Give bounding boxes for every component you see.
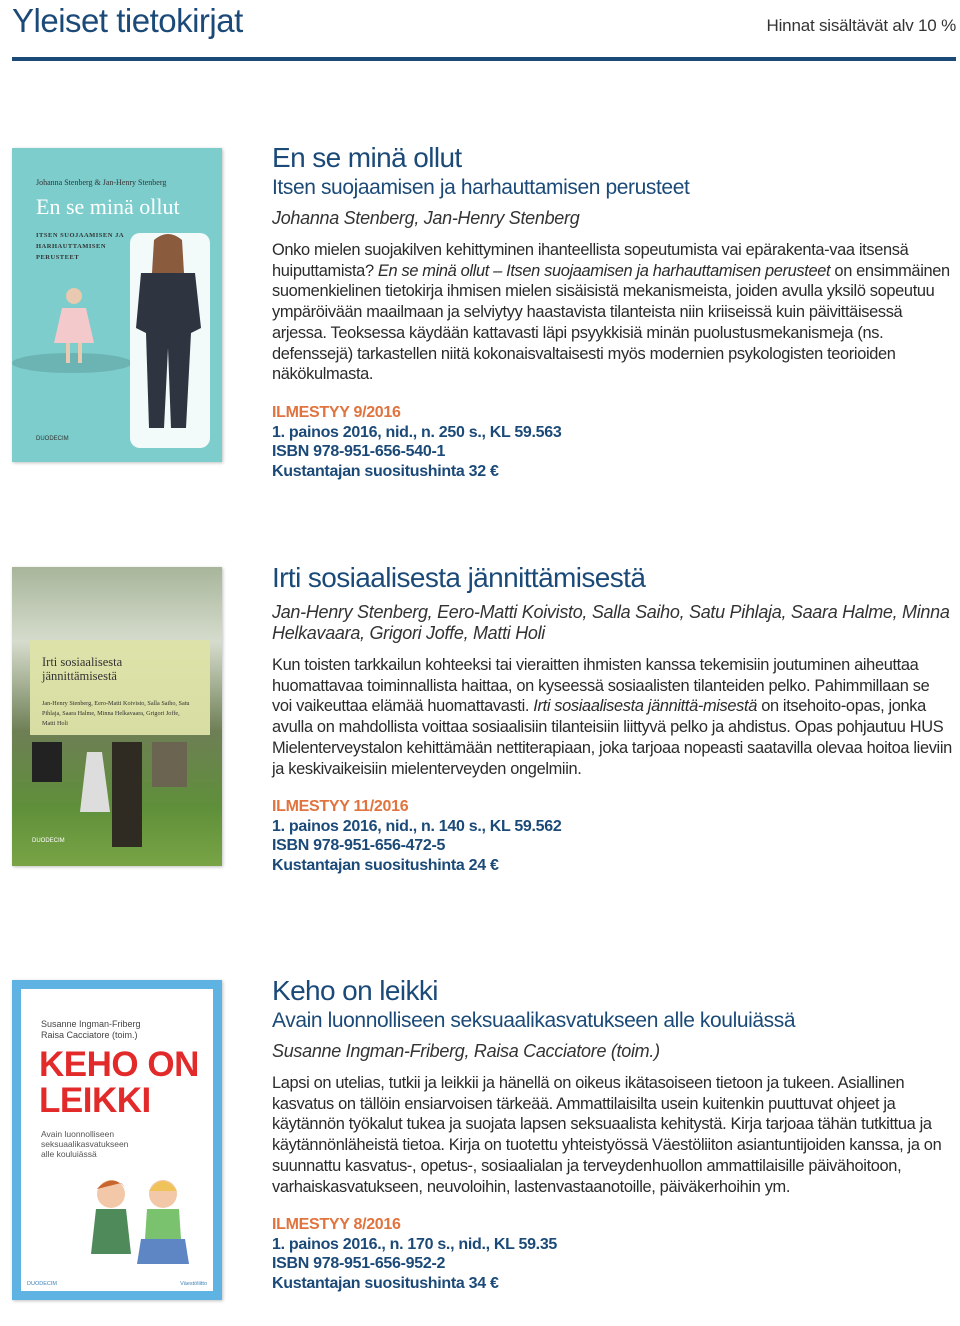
book-title: Keho on leikki [272, 975, 438, 1006]
cover-authors: Susanne Ingman-Friberg Raisa Cacciatore (toim.) [41, 1019, 141, 1040]
book-cover-irti-sosiaalisesta-jannittamisesta [12, 567, 222, 866]
cover-authors: Johanna Stenberg & Jan-Henry Stenberg [36, 178, 167, 187]
book-cover-en-se-mina-ollut [12, 148, 222, 462]
price: Kustantajan suositushinta 24 € [272, 857, 499, 874]
price: Kustantajan suositushinta 32 € [272, 462, 499, 480]
release-date: ILMESTYY 8/2016 [272, 1216, 401, 1234]
cover-publisher: DUODECIM [32, 838, 65, 844]
book-cover-keho-on-leikki [12, 980, 222, 1300]
cover-copublisher: Väestöliitto [180, 1281, 207, 1287]
isbn: ISBN 978-951-656-472-5 [272, 837, 446, 855]
cover-publisher: DUODECIM [27, 1281, 57, 1287]
cover-subtitle: ITSEN SUOJAAMISEN JA HARHAUTTAMISEN PERUSTEET [36, 232, 124, 261]
book-title: Irti sosiaalisesta jännittämisestä [272, 562, 646, 593]
edition-info: 1. painos 2016., n. 170 s., nid., KL 59.35 [272, 1235, 558, 1253]
cover-title: En se minä ollut [36, 194, 180, 219]
edition-info: 1. painos 2016, nid., n. 250 s., KL 59.563 [272, 423, 562, 441]
book-authors: Susanne Ingman-Friberg, Raisa Cacciatore (toim.) [272, 1041, 660, 1061]
cover-title: Irti sosiaalisesta jännittämisestä [42, 655, 123, 683]
isbn: ISBN 978-951-656-952-2 [272, 1255, 446, 1273]
book-entry [272, 975, 952, 1294]
book-title: En se minä ollut [272, 142, 462, 173]
header-divider [12, 57, 956, 61]
book-subtitle: Avain luonnolliseen seksuaalikasvatukseen alle kouluiässä [272, 1009, 796, 1032]
isbn: ISBN 978-951-656-540-1 [272, 443, 446, 461]
price: Kustantajan suositushinta 34 € [272, 1275, 499, 1292]
cover-subtitle: Avain luonnolliseen seksuaalikasvatukseen alle kouluiässä [41, 1129, 129, 1159]
cover-authors: Jan-Henry Stenberg, Eero-Matti Koivisto, Salla Saiho, Satu Pihlaja, Saara Halme, Minna Helkavaara, Grigori Joffe, Matti Holi [42, 700, 190, 727]
page-title: Yleiset tietokirjat [12, 2, 243, 39]
vat-note: Hinnat sisältävät alv 10 % [766, 16, 956, 35]
cover-illustration [81, 1169, 201, 1279]
book-details [272, 1215, 952, 1293]
release-date: ILMESTYY 9/2016 [272, 403, 401, 421]
cover-publisher: DUODECIM [36, 436, 69, 442]
book-entry [272, 142, 952, 481]
book-description: Lapsi on utelias, tutkii ja leikkii ja hänellä on oikeus ikätasoiseen tietoon ja tukeen. Asiallinen kasvatus on tällöin ensiarvoisen tärkeää. Ammattilaisilta usein kuitenkin puuttuvat ohjeet ja käytännön työkalut tukea ja suojata lapsen seksuaalista kehitystä. Kirja tarjoaa tähän tutkittua ja käytännönläheistä tietoa. Kirja on tuotettu yhteistyössä Väestöliiton asiantuntijoiden kanssa, ja on suunnattu kasvatus-, opetus-, sosiaalialan ja terveydenhuollon ammattilaisille päivähoitoon, varhaiskasvatukseen, neuvoloihin, lastenvastaanotoille, päiväkerhoihin ym. [272, 1074, 942, 1196]
book-authors: Johanna Stenberg, Jan-Henry Stenberg [272, 208, 580, 228]
edition-info: 1. painos 2016, nid., n. 140 s., KL 59.562 [272, 817, 562, 835]
release-date: ILMESTYY 11/2016 [272, 798, 409, 816]
book-description: Kun toisten tarkkailun kohteeksi tai vieraitten ihmisten kanssa tekemisiin joutuminen aiheuttaa huomattavaa toiminnallista haittaa, on kyseessä sosiaalisten tilanteiden pelko. Pahimmillaan se voi vaikeuttaa elämää huomattavasti. Irti sosiaalisesta jännittä-misestä on itsehoito-opas, jonka avulla on mahdollista voittaa sosiaalisiin tilanteisiin liittyvä pelko ja ahdistus. Opas pohjautuu HUS Mielenterveystalon kehittämään nettiterapiaan, joka tarjoaa nopeasti saatavilla olevaa hoitoa lieviin ja keskivaikeisiin mielenterveyden ongelmiin. [272, 656, 952, 778]
book-subtitle: Itsen suojaamisen ja harhauttamisen perusteet [272, 176, 690, 199]
book-authors: Jan-Henry Stenberg, Eero-Matti Koivisto, Salla Saiho, Satu Pihlaja, Saara Halme, Minna Helkavaara, Grigori Joffe, Matti Holi [272, 602, 950, 643]
book-description: Onko mielen suojakilven kehittyminen ihanteellista sopeutumista vai epärakenta-vaa itsensä huiputtamista? En se minä ollut – Itsen suojaamisen ja harhauttamisen perusteet on ensimmäinen suomenkielinen tietokirja ihmisen mielen sisäisistä mekanismeista, joiden avulla yksilö sopeutuu ympäröivään maailmaan ja selviytyy haastavista tilanteista niin kriiseissä kuin päivittäisessä arjessa. Teoksessa käydään kattavasti läpi psyykkisiä minän puolustusmekanismeja (ns. defenssejä) tarkastellen niitä kokonaisvaltaisesti myös modernien psykologisten teorioiden näkökulmasta. [272, 241, 950, 384]
book-details [272, 797, 952, 875]
book-entry [272, 562, 952, 876]
cover-title: KEHO ON LEIKKI [39, 1045, 199, 1120]
book-details [272, 403, 952, 481]
